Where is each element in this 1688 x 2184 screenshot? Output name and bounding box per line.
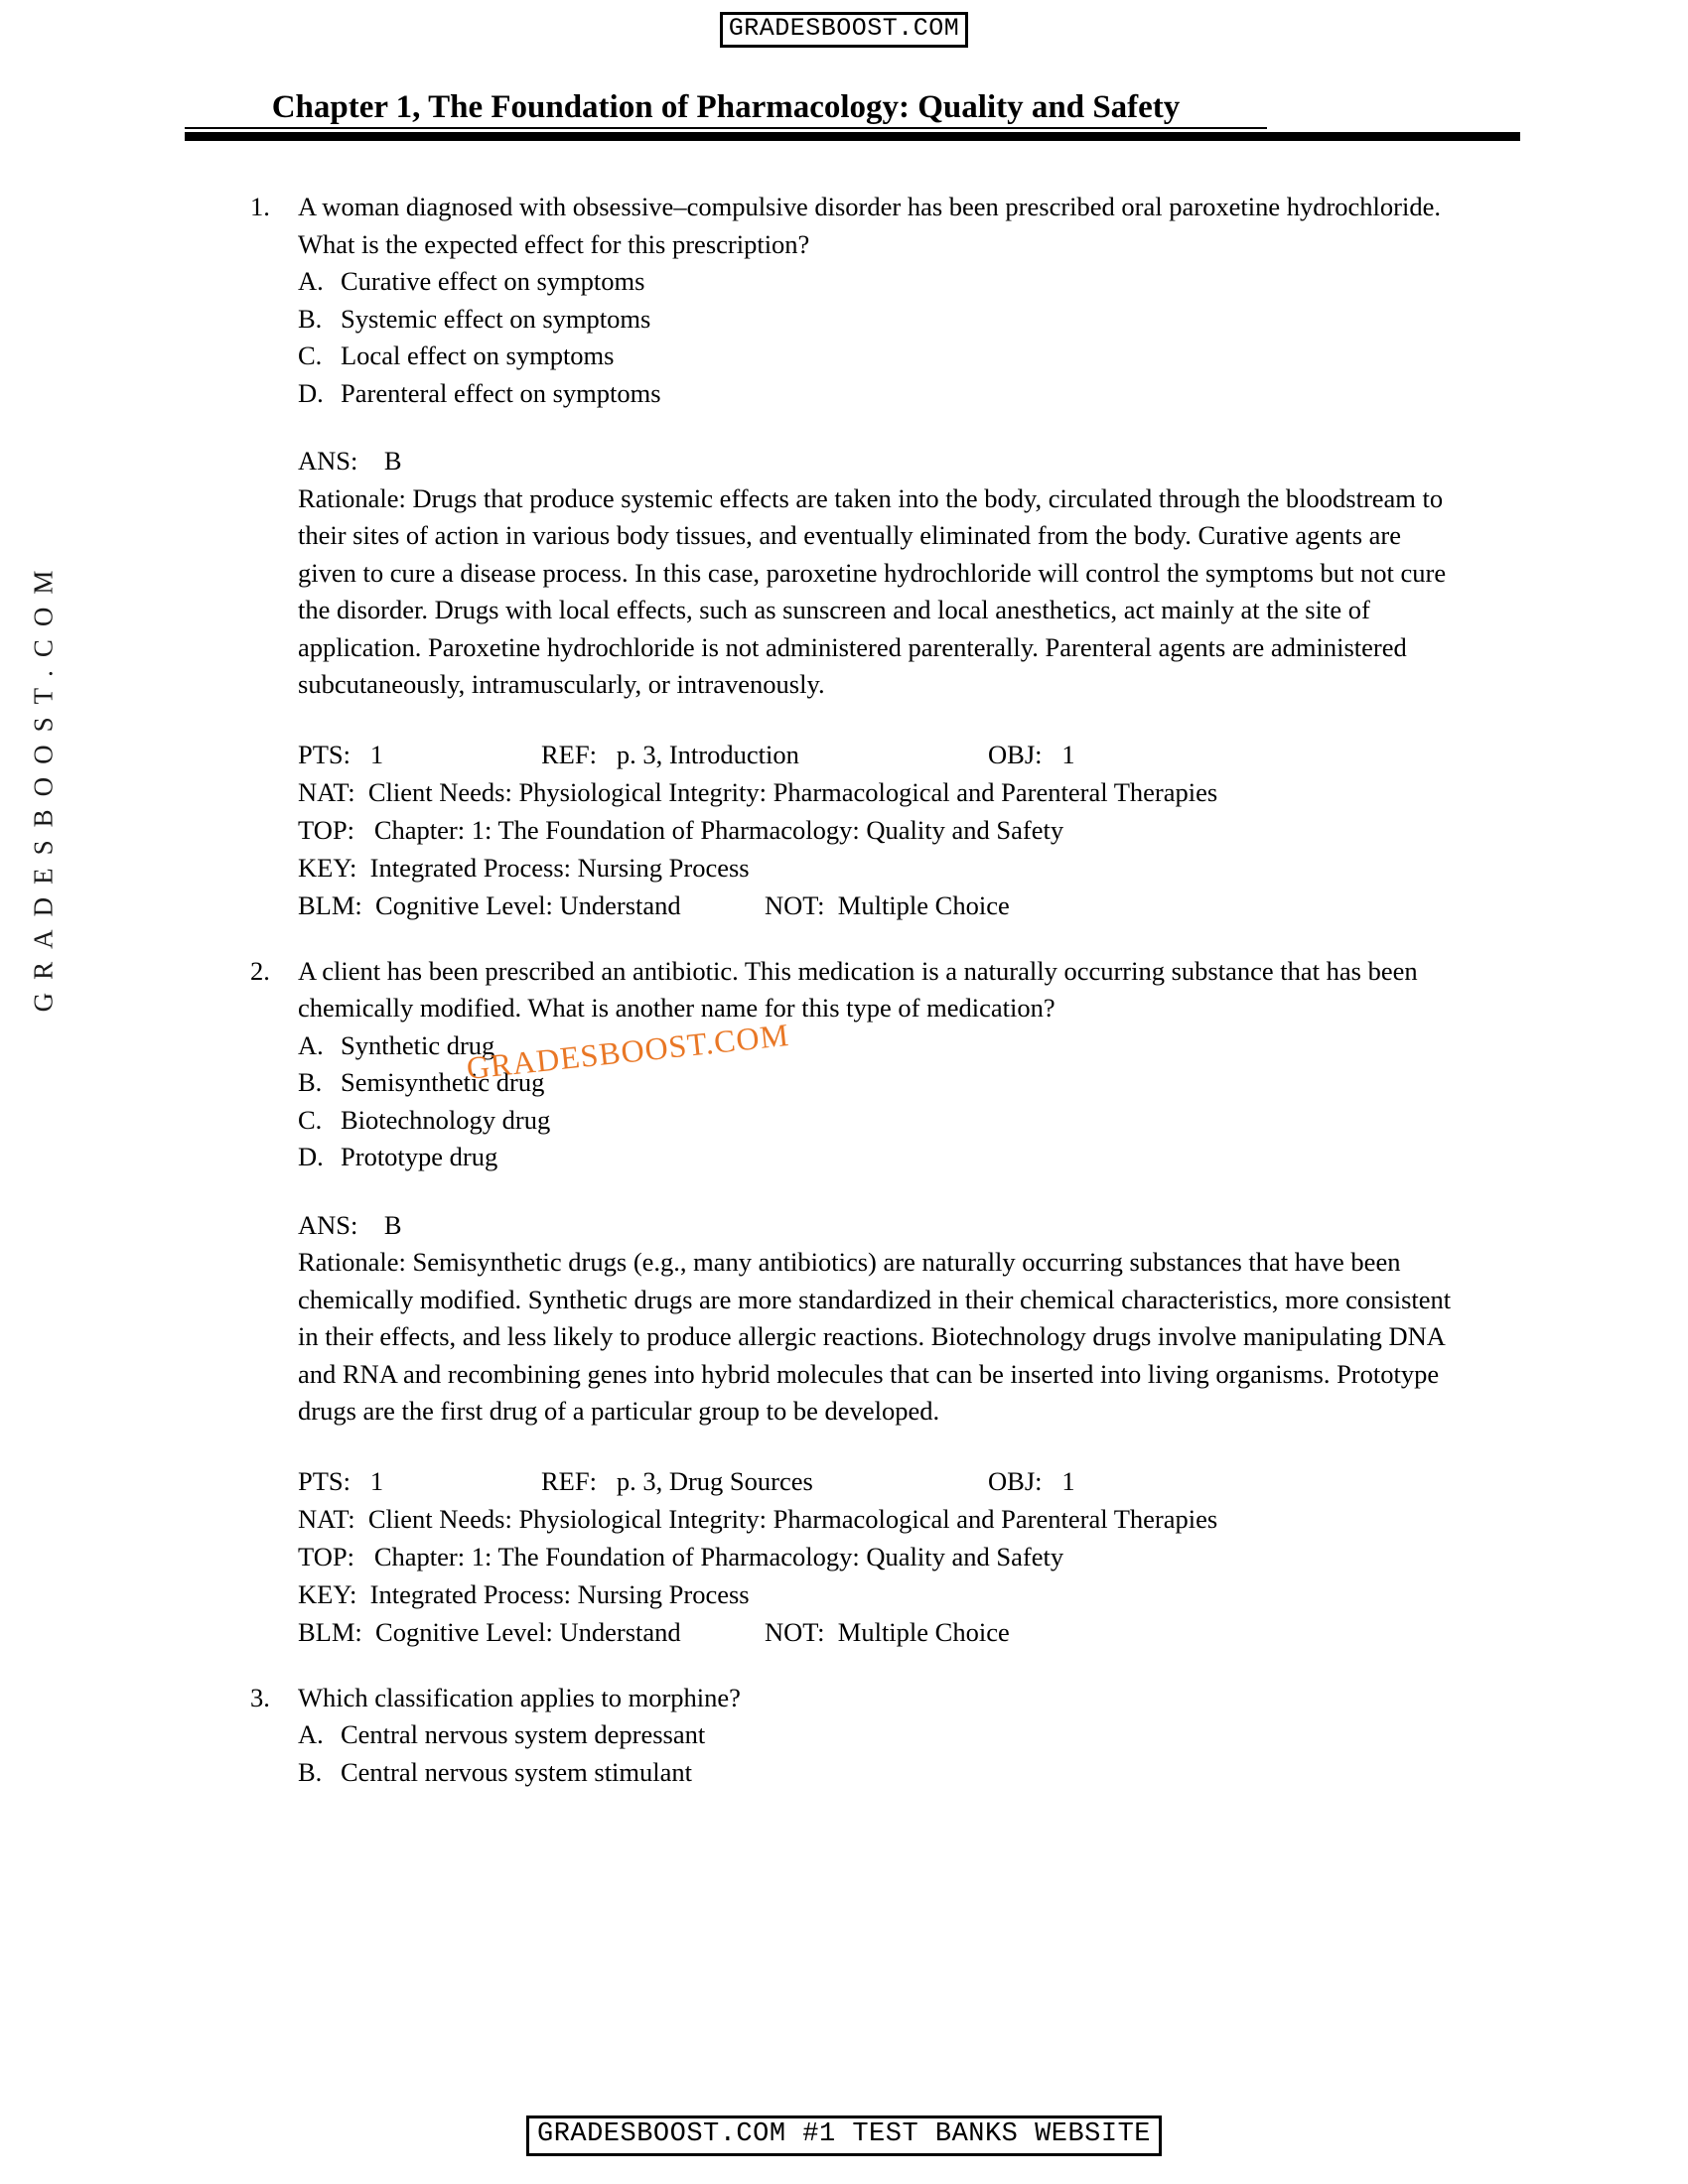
choice-text: Local effect on symptoms [341,341,615,370]
rationale-text: Rationale: Semisynthetic drugs (e.g., many antibiotics) are naturally occurring substances that have been chemically modified. Synthetic drugs are more standardized in their chemical characteristics, more consistent in their effects, and less likely to produce allergic reactions. Biotechnology drugs involve manipulating DNA and RNA and recombining genes into hybrid molecules that can be inserted into living organisms. Prototype drugs are the first drug of a particular group to be developed. [298,1247,1452,1426]
top-label: TOP: [298,1541,354,1571]
question-number: 3. [250,1682,270,1712]
key-label: KEY: [298,852,357,883]
nat-label: NAT: [298,1503,355,1534]
answer-label: ANS: [298,1209,358,1240]
answer-block [298,1207,1481,1431]
question-item [250,1680,1481,1792]
choice-list [298,1716,1481,1791]
ref-value: p. 3, Introduction [616,739,799,769]
choice-list [298,263,1481,412]
blm-cell [298,1613,765,1651]
key-value: Integrated Process: Nursing Process [369,1578,750,1609]
choice-text: Prototype drug [341,1142,498,1171]
key-value: Integrated Process: Nursing Process [369,852,750,883]
choice-letter: D. [298,1142,324,1171]
choice-option[interactable] [298,1102,1481,1140]
pts-label: PTS: [298,1465,352,1496]
top-value: Chapter: 1: The Foundation of Pharmacology: Quality and Safety [373,814,1064,845]
blm-value: Cognitive Level: Understand [375,1616,681,1647]
choice-letter: A. [298,1029,324,1060]
header-watermark-stamp [0,12,1688,48]
choice-text: Systemic effect on symptoms [341,303,651,334]
not-cell [765,887,1481,924]
choice-option[interactable] [298,1716,1481,1754]
choice-option[interactable] [298,1139,1481,1176]
metadata-row-key [298,1575,1481,1613]
question-number: 1. [250,192,270,221]
metadata-row-pts [298,1462,1481,1500]
choice-letter: C. [298,341,323,370]
obj-value: 1 [1061,1465,1075,1496]
blm-value: Cognitive Level: Understand [375,889,681,920]
key-label: KEY: [298,1578,357,1609]
pts-value: 1 [369,1465,384,1496]
questions-container [250,189,1481,1791]
rationale-text: Rationale: Drugs that produce systemic effects are taken into the body, circulated through the bloodstream to their sites of action in various body tissues, and eventually eliminated from the body. Curative agents are given to cure a disease process. In this case, paroxetine hydrochloride will control the symptoms but not cure the disorder. Drugs with local effects, such as sunscreen and local anesthetics, act mainly at the site of application. Paroxetine hydrochloride is not administered parenterally. Parenteral agents are administered subcutaneously, intramuscularly, or intravenously. [298,482,1447,699]
blm-label: BLM: [298,889,362,920]
answer-value: B [383,446,402,476]
ref-label: REF: [541,739,597,769]
side-watermark-text: GRADESBOOST.COM [28,557,59,1012]
obj-cell [988,1462,1481,1500]
metadata-block [298,736,1481,924]
ref-label: REF: [541,1465,597,1496]
choice-letter: B. [298,1067,323,1097]
top-label: TOP: [298,814,354,845]
not-label: NOT: [765,889,825,920]
footer-watermark-stamp [0,2116,1688,2156]
spacer [250,1651,1481,1680]
choice-text: Parenteral effect on symptoms [341,377,661,408]
metadata-row-pts [298,736,1481,773]
nat-value: Client Needs: Physiological Integrity: Pharmacological and Parenteral Therapies [367,776,1218,807]
metadata-row-top [298,1538,1481,1575]
choice-option[interactable] [298,1064,1481,1102]
choice-text: Biotechnology drug [341,1104,551,1135]
answer-block [298,443,1481,704]
question-number: 2. [250,955,270,986]
pts-label: PTS: [298,739,352,769]
blm-label: BLM: [298,1616,362,1647]
not-value: Multiple Choice [837,889,1010,920]
answer-line [298,443,1481,480]
metadata-row-blm [298,887,1481,924]
top-value: Chapter: 1: The Foundation of Pharmacology: Quality and Safety [373,1541,1064,1571]
obj-cell [988,736,1481,773]
ref-value: p. 3, Drug Sources [616,1465,813,1496]
footer-stamp-text: GRADESBOOST.COM #1 TEST BANKS WEBSITE [526,2116,1162,2156]
blm-cell [298,887,765,924]
choice-option[interactable] [298,1754,1481,1792]
question-header [250,1680,1481,1717]
spacer [250,924,1481,953]
metadata-row-top [298,811,1481,849]
not-cell [765,1613,1481,1651]
choice-option[interactable] [298,301,1481,339]
metadata-row-nat [298,773,1481,811]
metadata-row-nat [298,1500,1481,1538]
choice-text: Synthetic drug [341,1029,495,1060]
choice-text: Curative effect on symptoms [341,266,645,296]
pts-cell [298,1462,541,1500]
choice-text: Central nervous system depressant [341,1719,706,1749]
ref-cell [541,1462,988,1500]
page-title: Chapter 1, The Foundation of Pharmacology: Quality and Safety [185,89,1267,129]
question-stem: A client has been prescribed an antibiotic. This medication is a naturally occurring substance that has been chemically modified. What is another name for this type of medication? [298,955,1418,1023]
choice-text: Central nervous system stimulant [341,1756,693,1787]
question-header [250,953,1481,1027]
obj-label: OBJ: [988,739,1043,769]
nat-value: Client Needs: Physiological Integrity: Pharmacological and Parenteral Therapies [367,1503,1218,1534]
answer-label: ANS: [298,446,358,476]
choice-list [298,1027,1481,1176]
side-watermark [14,526,73,1042]
choice-letter: C. [298,1104,323,1135]
choice-letter: B. [298,303,323,334]
pts-value: 1 [369,739,384,769]
choice-option[interactable] [298,1027,1481,1065]
metadata-row-blm [298,1613,1481,1651]
choice-letter: A. [298,266,324,296]
obj-label: OBJ: [988,1465,1043,1496]
choice-option[interactable] [298,338,1481,375]
ref-cell [541,736,988,773]
choice-letter: B. [298,1756,323,1787]
choice-text: Semisynthetic drug [341,1067,545,1097]
choice-letter: A. [298,1719,324,1749]
header-stamp-text: GRADESBOOST.COM [720,12,969,48]
metadata-row-key [298,849,1481,887]
not-label: NOT: [765,1616,825,1647]
choice-option[interactable] [298,263,1481,301]
diagonal-watermark: GRADESBOOST.COM [465,1016,791,1086]
answer-value: B [383,1209,402,1240]
not-value: Multiple Choice [837,1616,1010,1647]
chapter-title-block [185,89,1515,141]
choice-letter: D. [298,377,324,408]
question-item [250,189,1481,924]
pts-cell [298,736,541,773]
obj-value: 1 [1061,739,1075,769]
choice-option[interactable] [298,375,1481,413]
nat-label: NAT: [298,776,355,807]
question-item [250,953,1481,1651]
question-stem: A woman diagnosed with obsessive–compulsive disorder has been prescribed oral paroxetine hydrochloride. What is the expected effect for this prescription? [298,192,1441,259]
answer-line [298,1207,1481,1245]
question-header [250,189,1481,263]
question-stem: Which classification applies to morphine? [298,1682,741,1712]
metadata-block [298,1462,1481,1651]
title-thick-rule [185,132,1520,141]
